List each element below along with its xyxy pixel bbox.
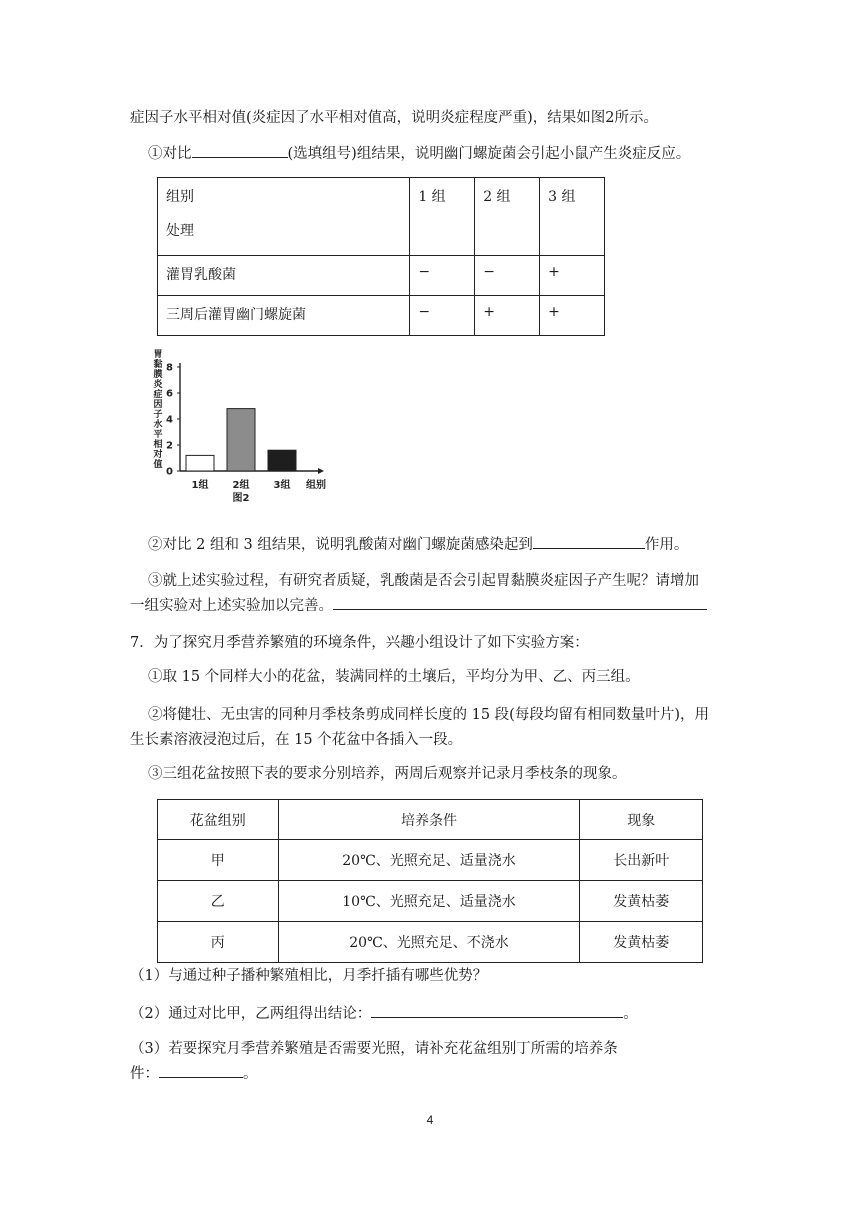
- y-tick-label: 0: [166, 466, 173, 478]
- step-2: ②将健壮、无虫害的同种月季枝条剪成同样长度的 15 段(每段均留有相同数量叶片)，用: [148, 707, 709, 723]
- table-cell: 发黄枯萎: [580, 922, 703, 963]
- step-2-cont: 生长素溶液浸泡过后，在 15 个花盆中各插入一段。: [130, 732, 463, 748]
- step-3: ③三组花盆按照下表的要求分别培养，两周后观察并记录月季枝条的现象。: [148, 766, 627, 782]
- q1-answer-blank[interactable]: [192, 143, 288, 158]
- y-label-char: 值: [153, 460, 163, 470]
- row-label: 灌胃乳酸菌: [158, 256, 410, 296]
- y-label-char: 相: [153, 440, 163, 450]
- col-header: 3 组: [540, 178, 605, 256]
- col-header: 现象: [580, 800, 703, 840]
- y-axis-label: [152, 348, 163, 470]
- y-label-char: 对: [153, 450, 163, 460]
- col-header: 花盆组别: [158, 800, 279, 840]
- subquestion-2: [130, 1003, 638, 1024]
- q3-text: 一组实验对上述实验加以完善。: [130, 598, 333, 614]
- col-header: 培养条件: [278, 800, 580, 840]
- y-label-char: 平: [153, 430, 163, 440]
- q2-suffix: 作用。: [644, 537, 689, 553]
- y-tick-label: 2: [166, 440, 173, 452]
- x-tick-label: 1组: [191, 480, 209, 491]
- y-tick-label: 4: [166, 414, 173, 426]
- q1-prefix: ①对比: [148, 146, 192, 162]
- table-cell: −: [410, 256, 475, 296]
- treatment-table: [157, 177, 605, 336]
- y-tick-label: 6: [166, 388, 173, 400]
- y-label-char: 膜: [153, 370, 163, 380]
- x-axis-label: 组别: [306, 480, 326, 491]
- y-label-char: 水: [153, 420, 163, 430]
- sq3-suffix: 。: [243, 1066, 258, 1082]
- q3-answer-blank[interactable]: [333, 595, 707, 610]
- subquestion-1: （1）与通过种子播种繁殖相比，月季扦插有哪些优势？: [130, 968, 488, 984]
- col-header: 1 组: [410, 178, 475, 256]
- sq3-text: 件：: [130, 1066, 159, 1082]
- y-label-char: 炎: [153, 380, 163, 390]
- table-cell: 10℃、光照充足、适量浇水: [278, 881, 580, 922]
- chart-bars: [186, 409, 296, 471]
- table-cell: +: [475, 296, 540, 336]
- sq2-text: （2）通过对比甲，乙两组得出结论：: [130, 1006, 372, 1022]
- header-group-label: 组别: [166, 189, 194, 205]
- y-label-char: 黏: [153, 360, 163, 370]
- question-2: [148, 534, 688, 555]
- y-label-char: 症: [153, 390, 163, 400]
- subquestion-3: （3）若要探究月季营养繁殖是否需要光照，请补充花盆组别丁所需的培养条: [130, 1041, 618, 1057]
- subquestion-3-cont: [130, 1063, 258, 1084]
- table-cell: 长出新叶: [580, 840, 703, 881]
- y-label-char: 因: [153, 400, 163, 410]
- table-cell: 甲: [158, 840, 279, 881]
- header-cell: [158, 178, 410, 256]
- question-3-cont: [130, 595, 707, 616]
- table-cell: +: [540, 256, 605, 296]
- question-1: [148, 143, 690, 164]
- culture-table: [157, 799, 703, 963]
- x-axis-arrow: [318, 468, 324, 474]
- bar: [227, 409, 255, 471]
- q1-suffix: (选填组号)组结果，说明幽门螺旋菌会引起小鼠产生炎症反应。: [287, 146, 691, 162]
- table-cell: 发黄枯萎: [580, 881, 703, 922]
- y-tick-label: 8: [166, 362, 173, 374]
- bar: [268, 450, 296, 471]
- sq3-answer-blank[interactable]: [159, 1063, 243, 1078]
- page-number: 4: [426, 1113, 434, 1127]
- intro-line: 症因子水平相对值(炎症因了水平相对值高，说明炎症程度严重)，结果如图2所示。: [130, 110, 659, 126]
- table-cell: +: [540, 296, 605, 336]
- sq2-answer-blank[interactable]: [371, 1003, 623, 1018]
- table-cell: −: [475, 256, 540, 296]
- table-cell: 丙: [158, 922, 279, 963]
- col-header: 2 组: [475, 178, 540, 256]
- question-7-title: 7．为了探究月季营养繁殖的环境条件，兴趣小组设计了如下实验方案：: [130, 635, 589, 651]
- row-label: 三周后灌胃幽门螺旋菌: [158, 296, 410, 336]
- q2-answer-blank[interactable]: [533, 534, 645, 549]
- y-label-char: 子: [153, 410, 163, 420]
- q2-prefix: ②对比 2 组和 3 组结果，说明乳酸菌对幽门螺旋菌感染起到: [148, 537, 533, 553]
- table-cell: 20℃、光照充足、不浇水: [278, 922, 580, 963]
- header-treatment-label: 处理: [166, 223, 194, 239]
- y-label-char: 胃: [153, 350, 163, 360]
- x-tick-label: 2组: [232, 480, 250, 491]
- x-tick-label: 3组: [273, 480, 291, 491]
- step-1: ①取 15 个同样大小的花盆，装满同样的土壤后，平均分为甲、乙、丙三组。: [148, 669, 640, 685]
- question-3: ③就上述实验过程，有研究者质疑，乳酸菌是否会引起胃黏膜炎症因子产生呢？请增加: [148, 573, 699, 589]
- table-cell: −: [410, 296, 475, 336]
- table-cell: 20℃、光照充足、适量浇水: [278, 840, 580, 881]
- table-cell: 乙: [158, 881, 279, 922]
- bar-chart: [150, 345, 340, 503]
- chart-title: 图2: [232, 493, 250, 503]
- bar: [186, 455, 214, 471]
- sq2-suffix: 。: [623, 1006, 638, 1022]
